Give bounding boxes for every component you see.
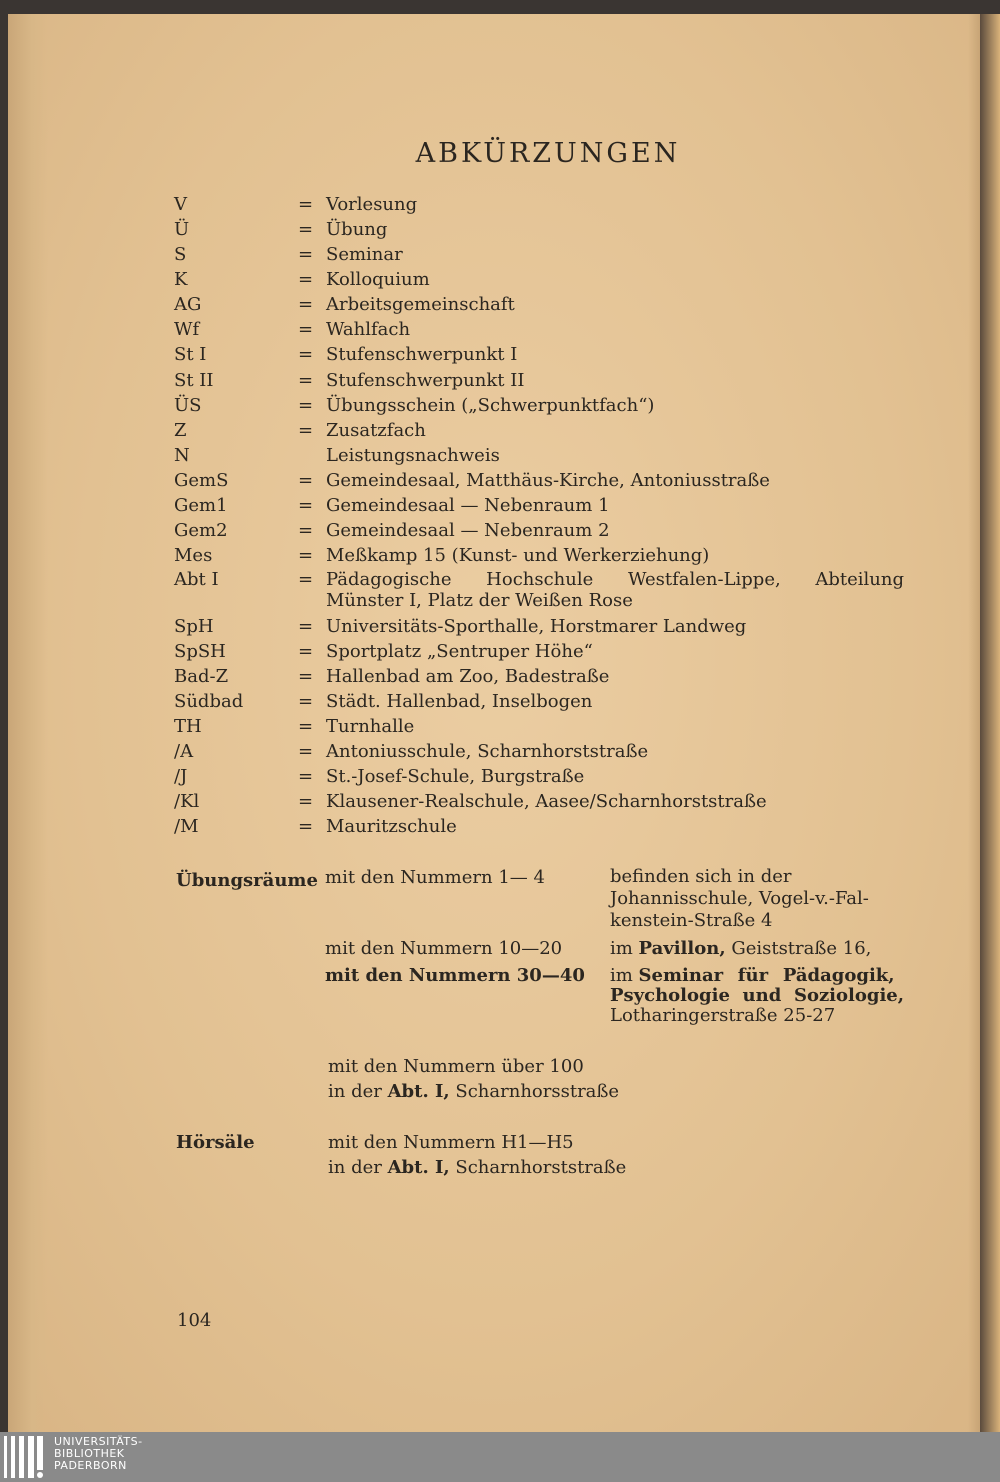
- halls-label: Hörsäle: [176, 1132, 255, 1153]
- equals-sign: =: [298, 666, 314, 687]
- abbreviation-term: St II: [174, 370, 214, 391]
- abbreviation-term: /M: [174, 816, 199, 837]
- abbreviation-term: GemS: [174, 470, 229, 491]
- abbreviation-term: Abt I: [174, 569, 219, 590]
- rooms-location-1-line-3: kenstein-Straße 4: [610, 910, 773, 931]
- abbreviation-term: /J: [174, 766, 188, 787]
- equals-sign: =: [298, 344, 314, 365]
- abbreviation-definition: Übungsschein („Schwerpunktfach“): [326, 395, 655, 416]
- rooms-location-3-line-3: Lotharingerstraße 25-27: [610, 1005, 836, 1026]
- page-number: 104: [177, 1310, 212, 1331]
- equals-sign: =: [298, 616, 314, 637]
- rooms-location-3-line-2: Psychologie und Soziologie,: [610, 985, 904, 1006]
- abbreviation-term: SpSH: [174, 641, 226, 662]
- abbreviation-term: K: [174, 269, 188, 290]
- abbreviation-term: Ü: [174, 219, 190, 240]
- rooms-location-2: im Pavillon, Geiststraße 16,: [610, 938, 872, 959]
- equals-sign: =: [298, 741, 314, 762]
- abbreviation-term: Wf: [174, 319, 200, 340]
- abbreviation-term: S: [174, 244, 187, 265]
- library-footer: [0, 1432, 1000, 1482]
- equals-sign: =: [298, 219, 314, 240]
- equals-sign: =: [298, 244, 314, 265]
- abbreviation-definition: Gemeindesaal — Nebenraum 2: [326, 520, 610, 541]
- rooms-label: Übungsräume: [176, 870, 318, 891]
- abbreviation-definition: Übung: [326, 219, 388, 240]
- abbreviation-definition-continued: Münster I, Platz der Weißen Rose: [326, 590, 633, 611]
- equals-sign: =: [298, 395, 314, 416]
- adjacent-page-edge: [980, 14, 1000, 1432]
- rooms-location-1-line-1: befinden sich in der: [610, 866, 792, 887]
- equals-sign: =: [298, 420, 314, 441]
- abbreviation-definition: Universitäts-Sporthalle, Horstmarer Landweg: [326, 616, 747, 637]
- equals-sign: =: [298, 716, 314, 737]
- abbreviation-term: N: [174, 445, 190, 466]
- equals-sign: =: [298, 269, 314, 290]
- equals-sign: =: [298, 194, 314, 215]
- rooms-location-1-line-2: Johannisschule, Vogel-v.-Fal-: [610, 888, 869, 909]
- abbreviation-definition: Hallenbad am Zoo, Badestraße: [326, 666, 610, 687]
- abbreviation-term: AG: [174, 294, 202, 315]
- abbreviation-term: V: [174, 194, 187, 215]
- equals-sign: =: [298, 294, 314, 315]
- abbreviation-definition: Pädagogische Hochschule Westfalen-Lippe, Abteilung: [326, 569, 904, 590]
- abbreviation-definition: Mauritzschule: [326, 816, 457, 837]
- equals-sign: =: [298, 766, 314, 787]
- abbreviation-term: Gem2: [174, 520, 228, 541]
- abbreviation-definition: Städt. Hallenbad, Inselbogen: [326, 691, 593, 712]
- abbreviation-term: Mes: [174, 545, 213, 566]
- halls-range: mit den Nummern H1—H5: [328, 1132, 574, 1153]
- abbreviation-term: St I: [174, 344, 207, 365]
- rooms-location-3-line-1: im Seminar für Pädagogik,: [610, 965, 895, 986]
- abbreviation-definition: Klausener-Realschule, Aasee/Scharnhorststraße: [326, 791, 767, 812]
- rooms-range-1: mit den Nummern 1— 4: [325, 867, 545, 888]
- abbreviation-definition: Arbeitsgemeinschaft: [326, 294, 515, 315]
- abbreviation-definition: Leistungsnachweis: [326, 445, 500, 466]
- library-logo-icon: [4, 1436, 48, 1478]
- abbreviation-definition: Meßkamp 15 (Kunst- und Werkerziehung): [326, 545, 710, 566]
- equals-sign: =: [298, 641, 314, 662]
- equals-sign: =: [298, 319, 314, 340]
- page-title: ABKÜRZUNGEN: [415, 138, 681, 169]
- abbreviation-definition: Stufenschwerpunkt I: [326, 344, 518, 365]
- abbreviation-term: SpH: [174, 616, 214, 637]
- abbreviation-term: Bad-Z: [174, 666, 229, 687]
- equals-sign: =: [298, 545, 314, 566]
- page-edge-right: [968, 14, 980, 1432]
- abbreviation-definition: Vorlesung: [326, 194, 418, 215]
- equals-sign: =: [298, 791, 314, 812]
- abbreviation-definition: Seminar: [326, 244, 403, 265]
- abbreviation-definition: Zusatzfach: [326, 420, 426, 441]
- abbreviation-definition: Turnhalle: [326, 716, 415, 737]
- abbreviation-term: /A: [174, 741, 194, 762]
- halls-location: in der Abt. I, Scharnhorststraße: [328, 1157, 627, 1178]
- abbreviation-term: Z: [174, 420, 187, 441]
- abbreviation-definition: Kolloquium: [326, 269, 430, 290]
- equals-sign: =: [298, 370, 314, 391]
- library-name-line-2: BIBLIOTHEK: [54, 1447, 125, 1460]
- rooms-range-2: mit den Nummern 10—20: [325, 938, 563, 959]
- abbreviation-term: Südbad: [174, 691, 244, 712]
- abbreviation-definition: Gemeindesaal, Matthäus-Kirche, Antoniusstraße: [326, 470, 770, 491]
- equals-sign: =: [298, 520, 314, 541]
- abbreviation-definition: St.-Josef-Schule, Burgstraße: [326, 766, 585, 787]
- library-name-line-3: PADERBORN: [54, 1459, 127, 1472]
- abbreviation-definition: Wahlfach: [326, 319, 411, 340]
- library-name: [54, 1436, 143, 1472]
- abbreviation-definition: Sportplatz „Sentruper Höhe“: [326, 641, 593, 662]
- library-name-line-1: UNIVERSITÄTS-: [54, 1435, 143, 1448]
- page-edge-shadow: [8, 14, 48, 1432]
- equals-sign: =: [298, 691, 314, 712]
- abbreviation-term: TH: [174, 716, 202, 737]
- book-page: [8, 14, 980, 1432]
- abbreviation-definition: Stufenschwerpunkt II: [326, 370, 525, 391]
- abbreviation-term: /Kl: [174, 791, 200, 812]
- rooms-range-4: mit den Nummern über 100: [328, 1056, 584, 1077]
- abbreviation-definition: Gemeindesaal — Nebenraum 1: [326, 495, 610, 516]
- equals-sign: =: [298, 816, 314, 837]
- abbreviation-term: Gem1: [174, 495, 228, 516]
- abbreviation-definition: Antoniusschule, Scharnhorststraße: [326, 741, 649, 762]
- equals-sign: =: [298, 470, 314, 491]
- equals-sign: =: [298, 569, 314, 590]
- abbreviation-term: ÜS: [174, 395, 202, 416]
- rooms-range-3: mit den Nummern 30—40: [325, 965, 585, 986]
- equals-sign: =: [298, 495, 314, 516]
- rooms-location-4: in der Abt. I, Scharnhorsstraße: [328, 1081, 620, 1102]
